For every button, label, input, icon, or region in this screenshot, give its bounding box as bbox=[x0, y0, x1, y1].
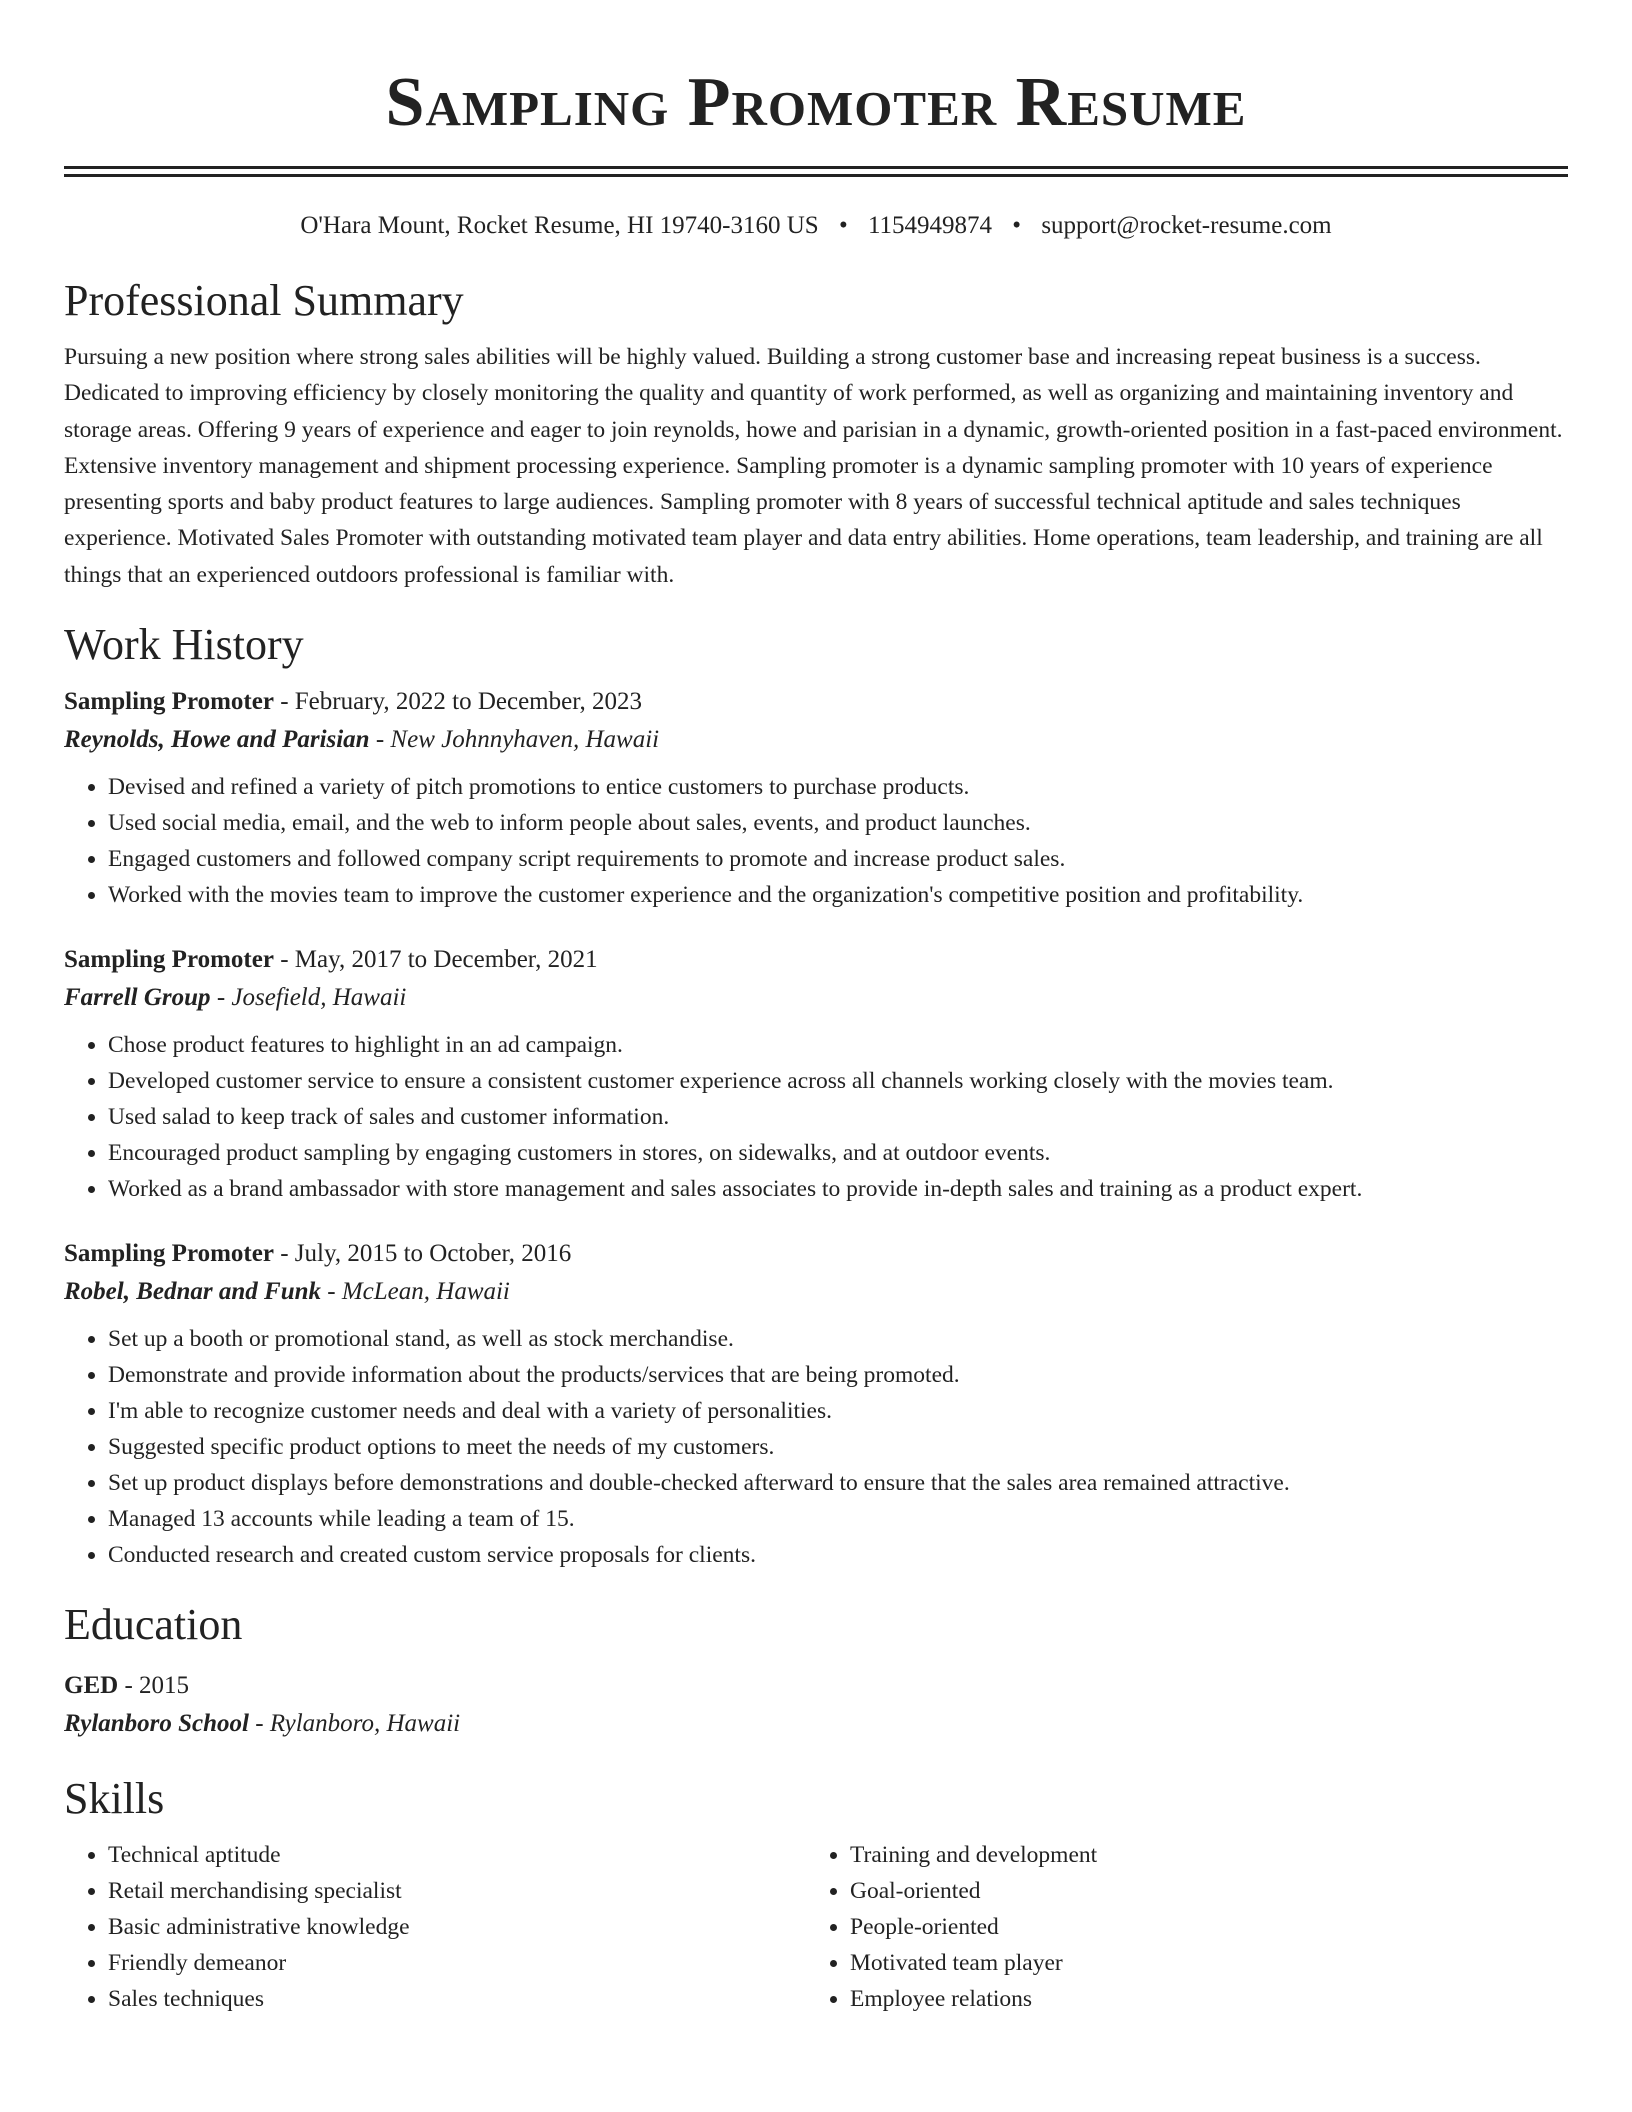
job-bullet: • Managed 13 accounts while leading a team of 15. bbox=[108, 1501, 1568, 1537]
contact-separator: • bbox=[1012, 212, 1022, 239]
employer-name: Farrell Group bbox=[64, 984, 211, 1012]
job-bullet: • Worked as a brand ambassador with store management and sales associates to provide in-depth sales and training as a product expert. bbox=[108, 1171, 1568, 1207]
employer-location: - Josefield, Hawaii bbox=[210, 984, 407, 1012]
job-dates: - May, 2017 to December, 2021 bbox=[273, 946, 598, 974]
job-bullet: • Demonstrate and provide information about the products/services that are being promoted. bbox=[108, 1357, 1568, 1393]
job-title: Sampling Promoter bbox=[64, 1240, 274, 1268]
professional-summary-section bbox=[64, 273, 1568, 593]
job-title: Sampling Promoter bbox=[64, 946, 274, 974]
job-dates: - February, 2022 to December, 2023 bbox=[273, 688, 643, 716]
employer-name: Robel, Bednar and Funk bbox=[64, 1278, 322, 1306]
section-heading-work: Work History bbox=[64, 620, 304, 670]
job-bullet: • Set up product displays before demonstrations and double-checked afterward to ensure that the sales area remained attractive. bbox=[108, 1465, 1568, 1501]
school-name: Rylanboro School bbox=[64, 1710, 249, 1738]
resume-title: Sampling Promoter Resume bbox=[385, 64, 1247, 141]
job-bullet: • Used social media, email, and the web to inform people about sales, events, and product launches. bbox=[108, 805, 1568, 841]
degree-year: - 2015 bbox=[118, 1672, 190, 1700]
contact-address: O'Hara Mount, Rocket Resume, HI 19740-3160 US bbox=[300, 212, 819, 239]
job-entry bbox=[64, 1235, 1568, 1573]
degree-name: GED bbox=[64, 1672, 119, 1700]
skill-item: • Technical aptitude bbox=[108, 1837, 806, 1873]
skills-section bbox=[64, 1771, 1568, 2017]
employer-line bbox=[64, 979, 1568, 1017]
employer-line bbox=[64, 1273, 1568, 1311]
section-heading-education: Education bbox=[64, 1600, 243, 1650]
job-bullet: • Worked with the movies team to improve the customer experience and the organization's competitive position and profitability. bbox=[108, 877, 1568, 913]
education-entry bbox=[64, 1667, 1568, 1743]
contact-email: support@rocket-resume.com bbox=[1041, 212, 1332, 239]
degree-line bbox=[64, 1667, 1568, 1705]
skill-item: • People-oriented bbox=[850, 1909, 1548, 1945]
skill-item: • Friendly demeanor bbox=[108, 1945, 806, 1981]
school-line bbox=[64, 1705, 1568, 1743]
job-dates: - July, 2015 to October, 2016 bbox=[273, 1240, 572, 1268]
contact-phone: 1154949874 bbox=[867, 212, 993, 239]
skill-item: • Motivated team player bbox=[850, 1945, 1548, 1981]
job-bullet: • Suggested specific product options to meet the needs of my customers. bbox=[108, 1429, 1568, 1465]
job-bullets bbox=[64, 1321, 1568, 1573]
job-title-line bbox=[64, 1235, 1568, 1273]
job-bullet: • Encouraged product sampling by engaging customers in stores, on sidewalks, and at outdoor events. bbox=[108, 1135, 1568, 1171]
title-double-rule bbox=[64, 166, 1568, 177]
job-bullet: • Devised and refined a variety of pitch promotions to entice customers to purchase products. bbox=[108, 769, 1568, 805]
job-title-line bbox=[64, 683, 1568, 721]
job-entry bbox=[64, 683, 1568, 913]
education-section bbox=[64, 1597, 1568, 1743]
skills-columns bbox=[64, 1837, 1568, 2017]
summary-paragraph: Pursuing a new position where strong sales abilities will be highly valued. Building a strong customer base and increasing repeat business is a success. Dedicated to improving efficiency by closely monitoring the quality and quantity of work performed, as well as organizing and maintaining inventory and storage areas. Offering 9 years of experience and eager to join reynolds, howe and parisian in a dynamic, growth-oriented position in a fast-paced environment. Extensive inventory management and shipment processing experience. Sampling promoter is a dynamic sampling promoter with 10 years of experience presenting sports and baby product features to large audiences. Sampling promoter with 8 years of successful technical aptitude and sales techniques experience. Motivated Sales Promoter with outstanding motivated team player and data entry abilities. Home operations, team leadership, and training are all things that an experienced outdoors professional is familiar with. bbox=[64, 344, 1563, 588]
skill-item: • Sales techniques bbox=[108, 1981, 806, 2017]
employer-location: - New Johnnyhaven, Hawaii bbox=[369, 726, 660, 754]
job-bullet: • Engaged customers and followed company script requirements to promote and increase product sales. bbox=[108, 841, 1568, 877]
job-bullet: • Set up a booth or promotional stand, as well as stock merchandise. bbox=[108, 1321, 1568, 1357]
job-bullets bbox=[64, 1027, 1568, 1207]
skill-item: • Training and development bbox=[850, 1837, 1548, 1873]
job-title: Sampling Promoter bbox=[64, 688, 274, 716]
skill-item: • Retail merchandising specialist bbox=[108, 1873, 806, 1909]
section-heading-summary: Professional Summary bbox=[64, 276, 464, 325]
job-bullet: • I'm able to recognize customer needs and deal with a variety of personalities. bbox=[108, 1393, 1568, 1429]
job-entry bbox=[64, 941, 1568, 1207]
contact-line bbox=[64, 209, 1568, 243]
job-bullet: • Used salad to keep track of sales and customer information. bbox=[108, 1099, 1568, 1135]
skills-left-column bbox=[64, 1837, 806, 2017]
skills-right-column bbox=[806, 1837, 1548, 2017]
job-title-line bbox=[64, 941, 1568, 979]
job-bullet: • Chose product features to highlight in an ad campaign. bbox=[108, 1027, 1568, 1063]
job-bullet: • Conducted research and created custom service proposals for clients. bbox=[108, 1537, 1568, 1573]
skill-item: • Employee relations bbox=[850, 1981, 1548, 2017]
job-bullets bbox=[64, 769, 1568, 913]
work-history-section bbox=[64, 617, 1568, 1573]
section-heading-skills: Skills bbox=[64, 1774, 165, 1824]
job-bullet: • Developed customer service to ensure a consistent customer experience across all channels working closely with the movies team. bbox=[108, 1063, 1568, 1099]
skill-item: • Goal-oriented bbox=[850, 1873, 1548, 1909]
school-location: - Rylanboro, Hawaii bbox=[249, 1710, 461, 1738]
employer-line bbox=[64, 721, 1568, 759]
skill-item: • Basic administrative knowledge bbox=[108, 1909, 806, 1945]
employer-name: Reynolds, Howe and Parisian bbox=[64, 726, 370, 754]
employer-location: - McLean, Hawaii bbox=[321, 1278, 510, 1306]
contact-separator: • bbox=[838, 212, 848, 239]
